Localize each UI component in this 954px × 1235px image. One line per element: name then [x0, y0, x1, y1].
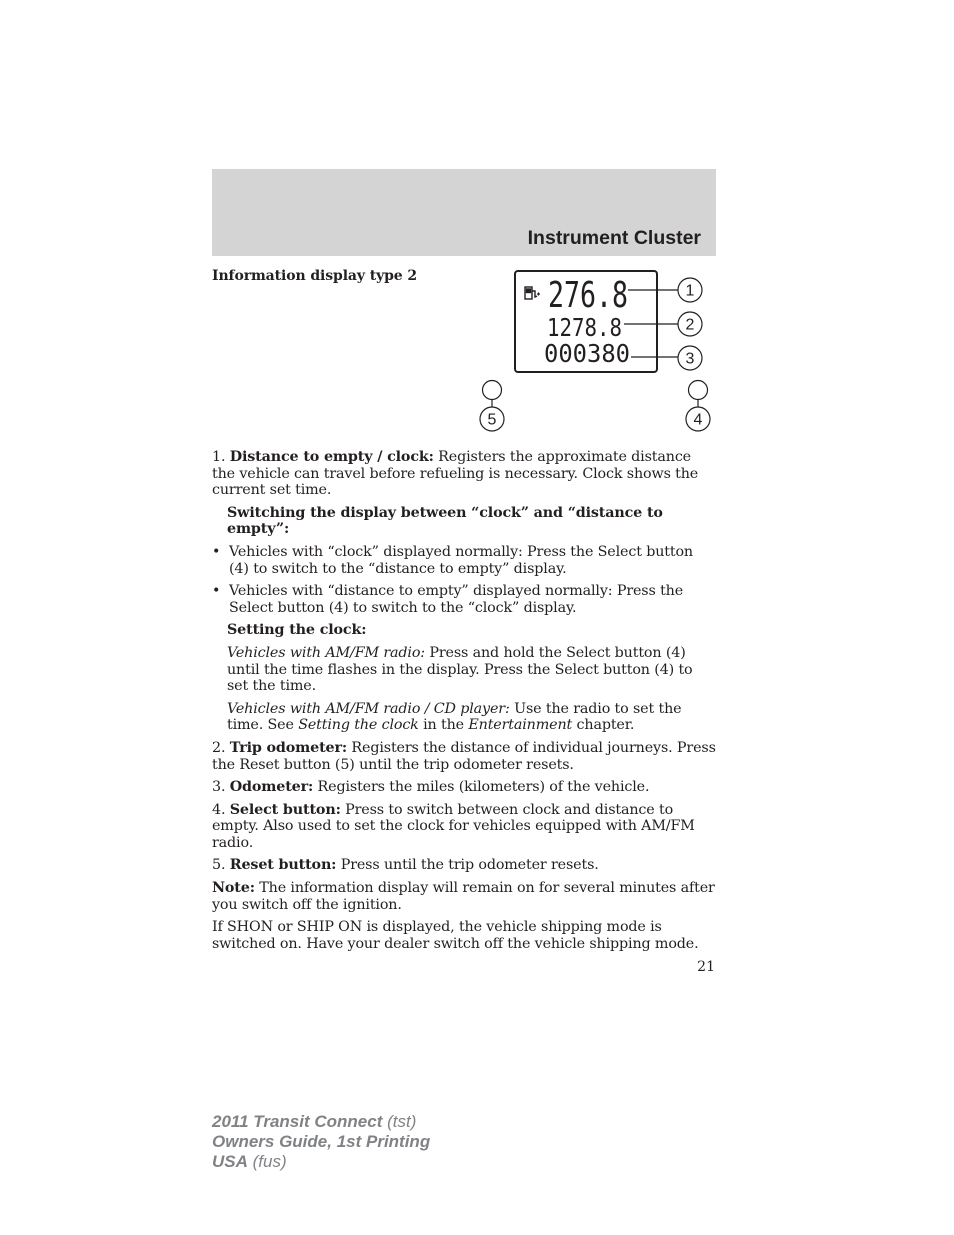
callout-label-5: 5	[487, 411, 497, 429]
item-trip-odometer: 2. Trip odometer: Registers the distance of individual journeys. Press the Reset button (5) until the trip odometer resets.	[212, 739, 716, 773]
item-odometer: 3. Odometer: Registers the miles (kilometers) of the vehicle.	[212, 779, 650, 796]
item-reset-button: 5. Reset button: Press until the trip odometer resets.	[212, 857, 599, 874]
display-odometer: 000380	[544, 339, 630, 368]
callout-label-1: 1	[685, 282, 695, 300]
switching-heading: Switching the display between “clock” and “distance to empty”:	[227, 504, 663, 538]
section-title: Information display type 2	[212, 268, 418, 284]
clock-am-fm-paragraph: Vehicles with AM/FM radio: Press and hold the Select button (4) until the time flashes in the display. Press the Select button (4) to set the time.	[227, 644, 693, 695]
bullet-item: • Vehicles with “distance to empty” displayed normally: Press the Select button (4) to switch to the “clock” display.	[212, 583, 684, 616]
reset-button-symbol	[483, 381, 502, 400]
chapter-header-band	[212, 169, 716, 256]
shipping-mode-paragraph: If SHON or SHIP ON is displayed, the vehicle shipping mode is switched on. Have your dealer switch off the vehicle shipping mode.	[212, 919, 699, 952]
chapter-title: Instrument Cluster	[527, 227, 701, 249]
callout-label-4: 4	[693, 411, 703, 429]
document-footer	[212, 1112, 430, 1172]
page-number: 21	[697, 959, 715, 975]
display-trip-odometer: 1278.8	[547, 313, 622, 342]
footer-line-1: 2011 Transit Connect (tst)	[212, 1112, 417, 1131]
bullet-dot: •	[212, 583, 221, 600]
footer-line-2: Owners Guide, 1st Printing	[212, 1132, 431, 1151]
body-text	[212, 449, 716, 958]
clock-cd-paragraph: Vehicles with AM/FM radio / CD player: Use the radio to set the time. See Setting the clock in the Entertainment chapter.	[227, 700, 682, 734]
select-button-symbol	[689, 381, 708, 400]
note-paragraph: Note: The information display will remain on for several minutes after you switch off the ignition.	[212, 880, 715, 913]
bullet-dot: •	[212, 543, 221, 560]
callout-label-2: 2	[685, 316, 695, 334]
information-display-figure	[474, 264, 716, 436]
callout-label-3: 3	[685, 350, 695, 368]
display-distance-to-empty: 276.8	[548, 275, 628, 316]
footer-line-3: USA (fus)	[212, 1152, 287, 1171]
item-distance-to-empty: 1. Distance to empty / clock: Registers the approximate distance the vehicle can travel before refueling is necessary. Clock shows the current set time.	[212, 449, 699, 499]
bullet-item: • Vehicles with “clock” displayed normally: Press the Select button (4) to switch to the “distance to empty” display.	[212, 543, 693, 577]
setting-clock-heading: Setting the clock:	[227, 622, 367, 639]
information-display-diagram	[474, 264, 716, 436]
item-select-button: 4. Select button: Press to switch between clock and distance to empty. Also used to set the clock for vehicles equipped with AM/FM radio.	[212, 801, 695, 851]
